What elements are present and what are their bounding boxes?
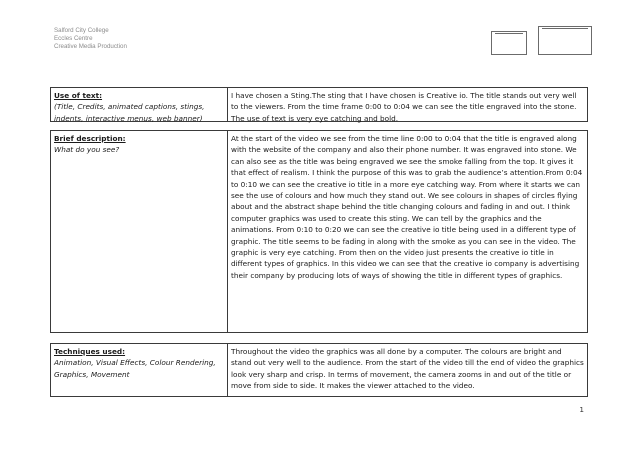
use-of-text-row xyxy=(50,87,588,122)
techniques-used-row xyxy=(50,343,588,397)
header-block xyxy=(54,27,127,52)
brief-description-row xyxy=(50,130,588,333)
college-name: Salford City College xyxy=(54,27,109,34)
course-name: Creative Media Production xyxy=(54,43,127,51)
row-sublabel: Animation, Visual Effects, Colour Rendering, Graphics, Movement xyxy=(54,358,216,379)
row-label: Use of text: xyxy=(54,91,103,100)
header-box-large xyxy=(538,26,592,55)
row-content: Throughout the video the graphics was all done by a computer. The colours are bright and stand out very well to the audience. From the start of the video till the end of video the graphics look very sharp and crisp. In terms of movement, the camera zooms in and out of the title or move from side to side. It makes the viewer attached to the video. xyxy=(231,347,584,391)
row-label: Techniques used: xyxy=(54,347,126,356)
row-label-cell xyxy=(51,131,228,332)
row-content: I have chosen a Sting.The sting that I have chosen is Creative io. The title stands out very well to the viewers. From the time frame 0:00 to 0:04 we can see the title engraved into the stone. The use of text is very eye catching and bold. xyxy=(231,91,577,123)
row-label: Brief description: xyxy=(54,134,126,143)
row-content: At the start of the video we see from the time line 0:00 to 0:04 that the title is engraved along with the website of the company and also their phone number. It was engraved into stone. We can also see as the title was being engraved we see the smoke falling from the top. It gives it that effect of realism. I think the purpose of this was to grab the audience’s attention.From 0:04 to 0:10 we can see the creative io title in a more eye catching way. From where it starts we can see the use of colours and how much they stand out. We see colours in shapes of circles flying about and the abstract shape behind the title changing colours and fading in and out. I think computer graphics was used to create this sting. We can tell by the graphics and the animations. From 0:10 to 0:20 we can see the creative io title being used in a different type of graphic. The title seems to be fading in along with the smoke as you can see in the video. The graphic is very eye catching. From then on the video just presents the creative io title in different types of graphics. In this video we can see that the creative io company is advertising their company by producing lots of ways of showing the title in different types of graphics. xyxy=(231,134,583,280)
row-sublabel: What do you see? xyxy=(54,145,120,155)
row-label-cell xyxy=(51,88,228,121)
header-box-small xyxy=(491,31,527,55)
page-number: 1 xyxy=(579,405,584,414)
row-label-cell xyxy=(51,344,228,396)
centre-name: Eccles Centre xyxy=(54,35,93,43)
row-sublabel: (Title, Credits, animated captions, stings, indents, interactive menus, web banner) xyxy=(54,102,205,123)
